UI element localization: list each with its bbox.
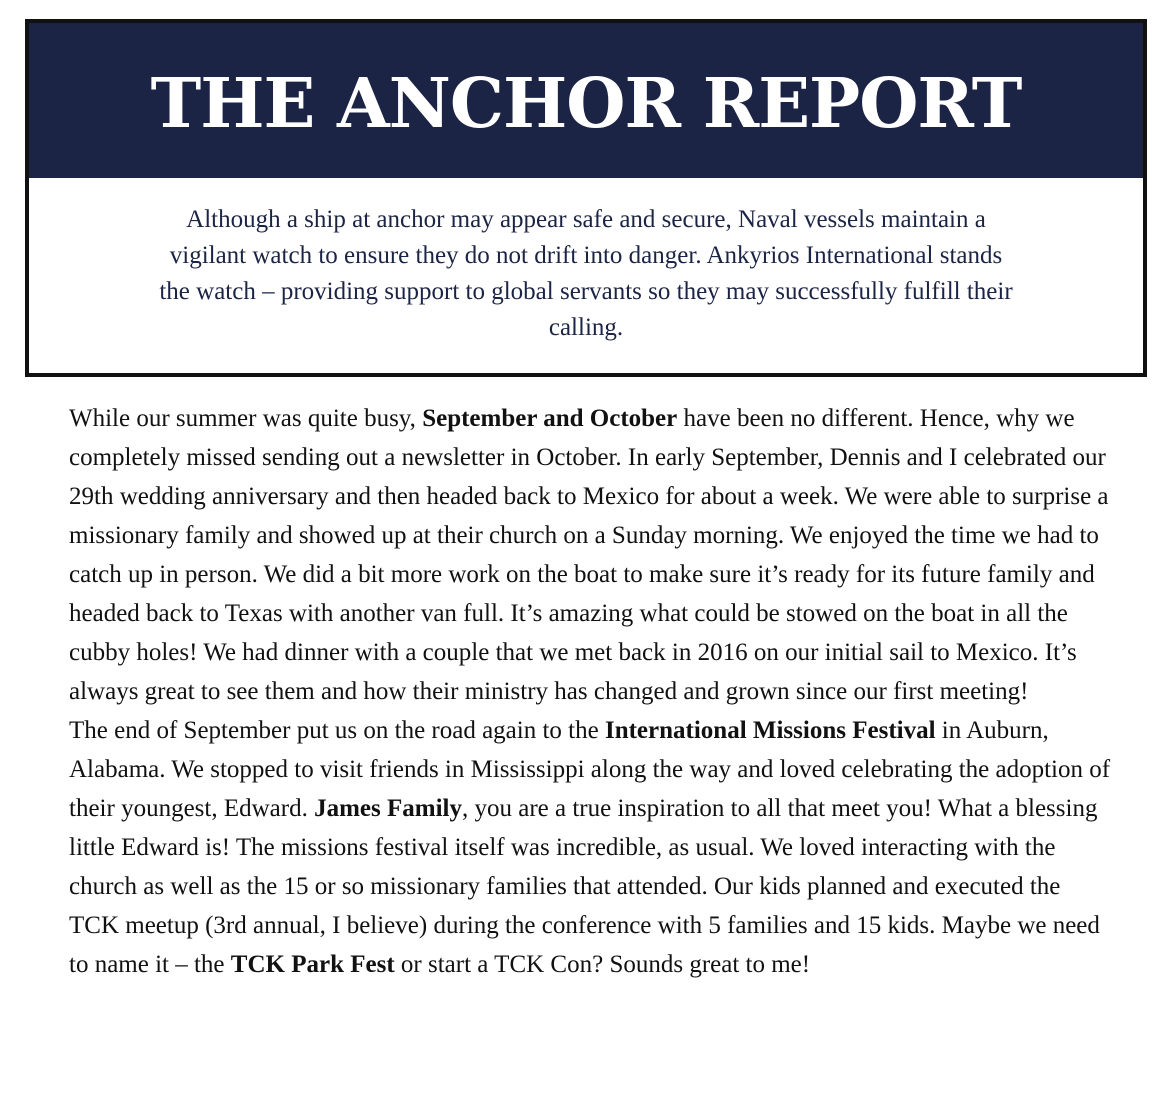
newsletter-title: THE ANCHOR REPORT [150,63,1022,144]
paragraph-text: in Auburn, Alabama. We stopped to visit friends in Mississippi along the way and loved celebrating the adoption of their youngest, Edward. [69,717,1111,822]
paragraph-text: The end of September put us on the road again to the [69,717,605,744]
article-paragraph [69,399,1114,711]
paragraph-text: , you are a true inspiration to all that meet you! What a blessing little Edward is! The missions festival itself was incredible, as usual. We loved interacting with the church as well as the 15 or so missionary families that attended. Our kids planned and executed the TCK meetup (3rd annual, I believe) during the conference with 5 families and 15 kids. Maybe we need to name it – the [69,795,1100,978]
mission-tagline: Although a ship at anchor may appear safe and secure, Naval vessels maintain a vigilant watch to ensure they do not drift into danger. Ankyrios International stands the watch – providing support to global servants so they may successfully fulfill their calling. [159,206,1013,341]
paragraph-text: While our summer was quite busy, [69,405,423,432]
bold-phrase: International Missions Festival [604,717,936,744]
bold-phrase: James Family [314,795,462,822]
bold-phrase: TCK Park Fest [230,951,395,978]
masthead [25,19,1147,377]
title-banner [29,23,1143,178]
bold-phrase: September and October [422,405,678,432]
article-body [69,399,1114,984]
article-paragraph [69,711,1114,984]
paragraph-text: or start a TCK Con? Sounds great to me! [394,951,811,978]
paragraph-text: have been no different. Hence, why we completely missed sending out a newsletter in October. In early September, Dennis and I celebrated our 29th wedding anniversary and then headed back to Mexico for about a week. We were able to surprise a missionary family and showed up at their church on a Sunday morning. We enjoyed the time we had to catch up in person. We did a bit more work on the boat to make sure it’s ready for its future family and headed back to Texas with another van full. It’s amazing what could be stowed on the boat in all the cubby holes! We had dinner with a couple that we met back in 2016 on our initial sail to Mexico. It’s always great to see them and how their ministry has changed and grown since our first meeting! [69,405,1109,705]
